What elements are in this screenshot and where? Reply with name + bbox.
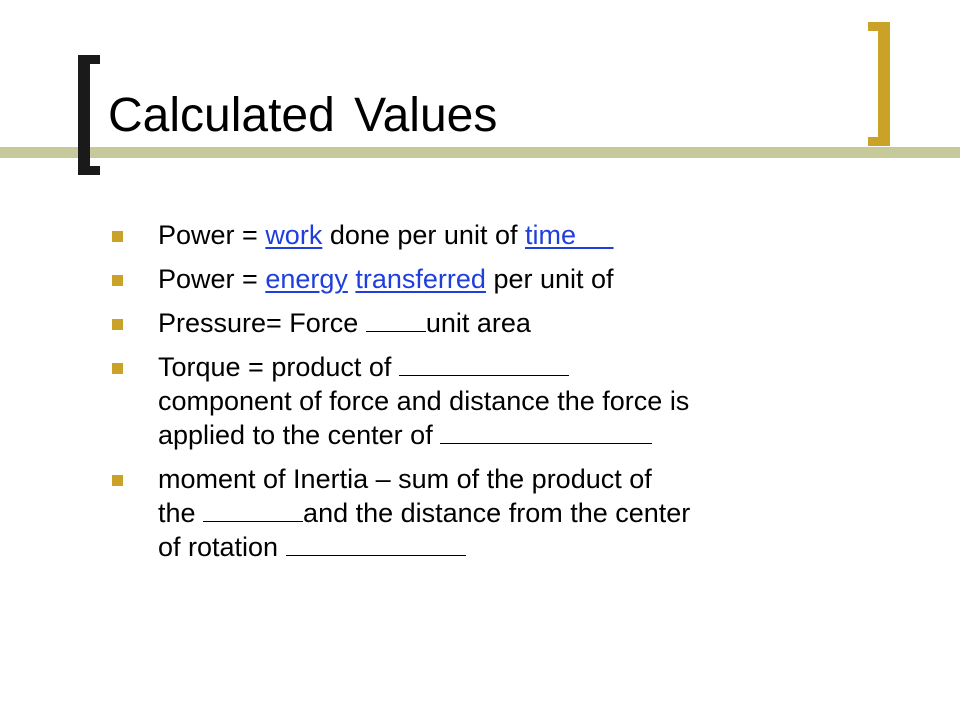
right-bracket xyxy=(878,22,890,146)
bullet-power-energy xyxy=(112,262,912,296)
bullet-torque xyxy=(112,350,912,452)
fill-in-blank xyxy=(366,309,426,332)
left-bracket-bottom xyxy=(78,166,100,175)
bullet-text: Torque = product of xyxy=(158,352,399,382)
bullet-text: per unit of xyxy=(485,264,614,294)
bullet-text: moment of Inertia – sum of the product of xyxy=(158,464,652,494)
bullet-text: the xyxy=(158,498,204,528)
slide-title: Calculated Values xyxy=(108,89,498,142)
bullet-text: Power = xyxy=(158,264,266,294)
bullet-text: unit area xyxy=(425,308,531,338)
answer-energy: energy xyxy=(265,264,348,294)
bullet-pressure xyxy=(112,306,912,340)
bullet-text: Power = xyxy=(158,220,266,250)
bullet-text: Pressure= Force xyxy=(158,308,366,338)
right-bracket-bottom xyxy=(868,137,890,146)
bullet-square-icon xyxy=(112,275,123,286)
bullet-text: applied to the center of xyxy=(158,420,441,450)
bullet-text: and the distance from the center xyxy=(303,498,691,528)
fill-in-blank xyxy=(399,353,569,376)
bullet-square-icon xyxy=(112,475,123,486)
bullet-text: of rotation xyxy=(158,532,286,562)
answer-time: time xyxy=(524,220,576,250)
title-underline-band xyxy=(0,147,960,158)
bullet-text: component of force and distance the force is xyxy=(158,386,690,416)
bullet-square-icon xyxy=(112,363,123,374)
fill-in-blank xyxy=(203,499,303,522)
bullet-square-icon xyxy=(112,319,123,330)
bullet-list xyxy=(112,218,912,574)
bullet-inertia xyxy=(112,462,912,564)
bullet-square-icon xyxy=(112,231,123,242)
bullet-power-work xyxy=(112,218,912,252)
answer-transferred: transferred xyxy=(355,264,486,294)
answer-work: work xyxy=(265,220,323,250)
bullet-text: done per unit of xyxy=(322,220,525,250)
left-bracket-top xyxy=(78,55,100,64)
fill-in-blank xyxy=(286,533,466,556)
fill-in-blank xyxy=(440,421,652,444)
right-bracket-top xyxy=(868,22,890,31)
left-bracket xyxy=(78,55,90,175)
